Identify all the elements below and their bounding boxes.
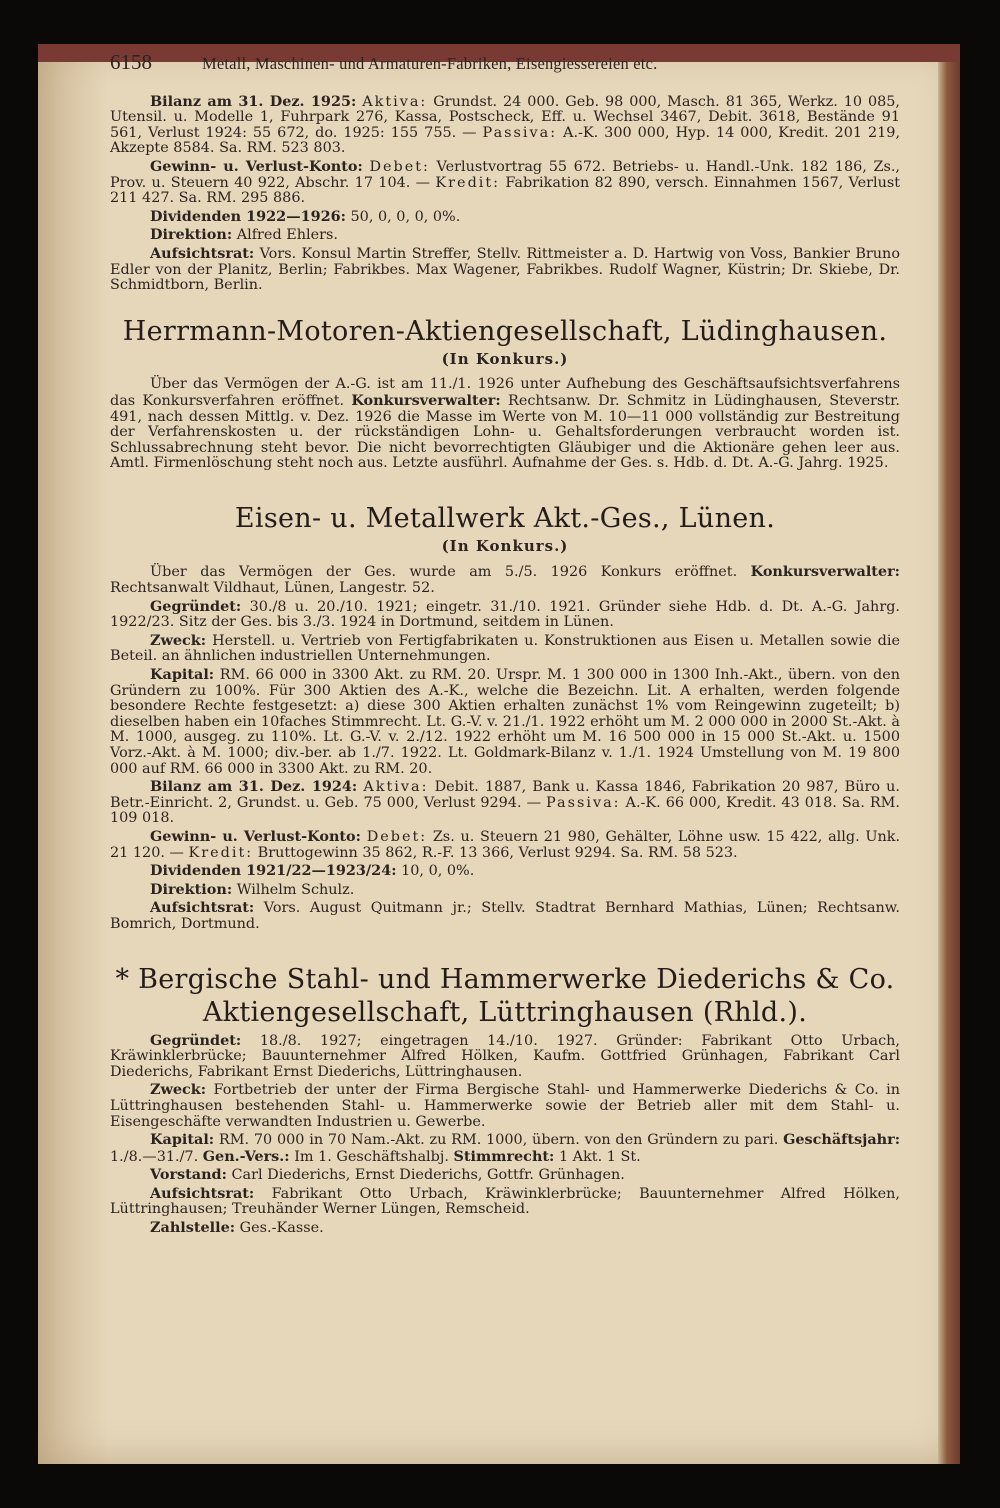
aktiva-label: Aktiva:: [362, 93, 428, 110]
aufsichtsrat-paragraph: [110, 246, 900, 294]
kapital-label: Kapital:: [150, 1131, 215, 1149]
page-header: [110, 50, 900, 74]
bilanz-paragraph: [110, 779, 900, 827]
dividenden-text: 50, 0, 0, 0, 0%.: [350, 208, 461, 225]
kapital-label: Kapital:: [150, 666, 215, 684]
gegruendet-text: 18./8. 1927; eingetragen 14./10. 1927. Gründer: Fabrikant Otto Urbach, Kräwinklerbrücke; Bauunternehmer Alfred Hölken, Kaufm. Gottfried Grünhagen, Fabrikant Carl Diederichs, Fabrikant Ernst Diederichs, Lüttringhausen.: [110, 1032, 900, 1080]
aufsichtsrat-paragraph: [110, 1186, 900, 1218]
geschaeftsjahr-text: 1./8.—31./7.: [110, 1148, 199, 1165]
passiva-label: Passiva:: [482, 124, 558, 141]
gen-vers-label: Gen.-Vers.:: [202, 1147, 290, 1165]
section-title-line-2: Aktiengesellschaft, Lüttringhausen (Rhld.).: [202, 996, 808, 1028]
konkurs-text-b: Rechtsanwalt Vildhaut, Lünen, Langestr. 52.: [110, 580, 435, 597]
debet-label: Debet:: [369, 158, 430, 175]
aufsichtsrat-text: Vors. August Quitmann jr.; Stellv. Stadtrat Bernhard Mathias, Lünen; Rechtsanw. Bomrich, Dortmund.: [110, 900, 900, 932]
zweck-label: Zweck:: [150, 1081, 207, 1099]
section-subtitle: (In Konkurs.): [441, 536, 569, 555]
section-title: Herrmann-Motoren-Aktiengesellschaft, Lüdinghausen.: [122, 315, 888, 347]
stimmrecht-label: Stimmrecht:: [453, 1147, 555, 1165]
aufsichtsrat-label: Aufsichtsrat:: [150, 1184, 255, 1202]
page-number: 6158: [110, 50, 152, 74]
page-content: [110, 50, 901, 1239]
zweck-paragraph: [110, 1082, 900, 1130]
gegruendet-paragraph: [110, 599, 900, 631]
section-title-line-1: * Bergische Stahl- und Hammerwerke Diederichs & Co.: [115, 963, 895, 995]
zahlstelle-label: Zahlstelle:: [150, 1219, 236, 1237]
kredit-label: Kredit:: [188, 844, 254, 861]
direktion-paragraph: [110, 227, 900, 244]
guv-kredit-text: Bruttogewinn 35 862, R.-F. 13 366, Verlust 9294. Sa. RM. 58 523.: [257, 844, 738, 861]
page-right-edge: [938, 62, 960, 1464]
bilanz-passiva-text: A.-K. 66 000, Kredit. 43 018. Sa. RM. 109 018.: [110, 794, 900, 827]
section-title: Eisen- u. Metallwerk Akt.-Ges., Lünen.: [234, 502, 776, 534]
dividenden-paragraph: [110, 209, 900, 226]
zweck-text: Fortbetrieb der unter der Firma Bergische Stahl- und Hammerwerke Diederichs & Co. in Lüttringhausen bestehenden Stahl- u. Hammerwerke sowie der Betrieb aller mit dem Stahl- u. Eisengeschäfte verwandten Industrien u. Gewerbe.: [110, 1082, 900, 1130]
direktion-text: Wilhelm Schulz.: [236, 881, 355, 898]
dividenden-text: 10, 0, 0%.: [401, 863, 475, 880]
konkurs-text-a: Über das Vermögen der A.-G. ist am 11./1. 1926 unter Aufhebung des Geschäftsaufsichtsverfahrens das Konkursverfahren eröffnet.: [110, 376, 900, 409]
konkurs-text-a: Über das Vermögen der Ges. wurde am 5./5. 1926 Konkurs eröffnet.: [150, 564, 738, 581]
passiva-label: Passiva:: [545, 794, 621, 811]
gegruendet-paragraph: [110, 1033, 900, 1081]
zahlstelle-paragraph: [110, 1220, 900, 1237]
zahlstelle-text: Ges.-Kasse.: [239, 1220, 324, 1237]
block-previous-company: [110, 94, 900, 294]
page-binding-shadow: [38, 62, 108, 1464]
guv-label: Gewinn- u. Verlust-Konto:: [150, 157, 363, 175]
aufsichtsrat-text: Fabrikant Otto Urbach, Kräwinklerbrücke; Bauunternehmer Alfred Hölken, Lüttringhausen; Treuhänder Werner Lüngen, Remscheid.: [110, 1185, 900, 1218]
debet-label: Debet:: [366, 828, 428, 845]
section-eisen-metallwerk: [110, 502, 900, 933]
konkursverwalter-label: Konkursverwalter:: [750, 563, 900, 581]
konkursverwalter-label: Konkursverwalter:: [351, 391, 501, 409]
aufsichtsrat-text: Vors. Konsul Martin Streffer, Stellv. Rittmeister a. D. Hartwig von Voss, Bankier Bruno Edler von der Planitz, Berlin; Fabrikbes. Max Wagener, Fabrikbes. Rudolf Wagner, Küstrin; Dr. Skiebe, Dr. Schmidtborn, Berlin.: [110, 245, 900, 294]
aufsichtsrat-paragraph: [110, 900, 900, 932]
section-title: [110, 963, 900, 1029]
bilanz-label: Bilanz am 31. Dez. 1924:: [150, 778, 358, 796]
zweck-paragraph: [110, 633, 900, 665]
bilanz-aktiva-text: Grundst. 24 000. Geb. 98 000, Masch. 81 365, Werkz. 10 085, Utensil. u. Modelle 1, Fuhrpark 276, Kassa, Postscheck, Eff. u. Wechsel 3467, Debit. 3618, Bestände 91 561, Verlust 1924: 55 672, do. 1925: 155 755. —: [110, 93, 900, 141]
kapital-paragraph: [110, 1132, 900, 1165]
bilanz-label: Bilanz am 31. Dez. 1925:: [150, 92, 357, 110]
section-herrmann-motoren: [110, 316, 900, 472]
guv-kredit-text: Fabrikation 82 890, versch. Einnahmen 1567, Verlust 211 427. Sa. RM. 295 886.: [110, 174, 901, 207]
aufsichtsrat-label: Aufsichtsrat:: [150, 899, 255, 917]
gegruendet-label: Gegründet:: [150, 1031, 242, 1049]
bilanz-passiva-text: A.-K. 300 000, Hyp. 14 000, Kredit. 201 219, Akzepte 8584. Sa. RM. 523 803.: [110, 124, 901, 157]
guv-label: Gewinn- u. Verlust-Konto:: [150, 827, 361, 845]
konkurs-text-b: Rechtsanw. Dr. Schmitz in Lüdinghausen, Steverstr. 491, nach dessen Mittlg. v. Dez. 1926 die Masse im Werte von M. 10—11 000 vollständig zur Bestreitung der Verfahrenskosten u. der rückständigen Lohn- u. Gehaltsforderungen verbraucht worden ist. Schlussabrechnung steht bevor. Die nicht bevorrechtigten Gläubiger und die Aktionäre gehen leer aus. Amtl. Firmenlöschung steht noch aus. Letzte ausführl. Aufnahme der Ges. s. Hdb. d. Dt. A.-G. Jahrg. 1925.: [110, 392, 901, 472]
running-title: Metall, Maschinen- und Armaturen-Fabriken, Eisengiessereien etc.: [202, 54, 658, 73]
gegruendet-label: Gegründet:: [150, 597, 242, 615]
dividenden-paragraph: [110, 863, 900, 880]
vorstand-label: Vorstand:: [150, 1166, 227, 1184]
section-bergische-stahl: [110, 963, 900, 1237]
direktion-label: Direktion:: [150, 226, 233, 244]
konkurs-paragraph: [110, 564, 900, 596]
direktion-text: Alfred Ehlers.: [236, 227, 338, 244]
zweck-text: Herstell. u. Vertrieb von Fertigfabrikaten u. Konstruktionen aus Eisen u. Metallen sowie die Beteil. an ähnlichen industriellen Unternehmungen.: [110, 632, 901, 665]
gen-vers-text: Im 1. Geschäftshalbj.: [294, 1148, 449, 1165]
direktion-label: Direktion:: [150, 880, 233, 898]
stimmrecht-text: 1 Akt. 1 St.: [558, 1148, 641, 1165]
vorstand-paragraph: [110, 1167, 900, 1184]
konkurs-paragraph: [110, 377, 900, 472]
aktiva-label: Aktiva:: [363, 779, 429, 796]
aufsichtsrat-label: Aufsichtsrat:: [150, 244, 255, 262]
kapital-paragraph: [110, 667, 900, 777]
section-subtitle: (In Konkurs.): [441, 349, 569, 368]
bilanz-paragraph: [110, 94, 900, 157]
dividenden-label: Dividenden 1922—1926:: [150, 207, 346, 225]
kapital-text: RM. 70 000 in 70 Nam.-Akt. zu RM. 1000, übern. von den Gründern zu pari.: [218, 1132, 779, 1149]
kapital-text: RM. 66 000 in 3300 Akt. zu RM. 20. Urspr. M. 1 300 000 in 1300 Inh.-Akt., übern. von den Gründern zu 100%. Für 300 Aktien des A.-K., welche die Bezeichn. Lit. A erhalten, werden folgende besondere Rechte festgesetzt: a) diese 300 Aktien erhalten zunächst 1% vom Reingewinn zugeteilt; b) dieselben haben ein 10faches Stimmrecht. Lt. G.-V. v. 21./1. 1922 erhöht um M. 2 000 000 in 2000 St.-Akt. à M. 1000, ausgeg. zu 110%. Lt. G.-V. v. 2./12. 1922 erhöht um M. 16 500 000 in 15 000 St.-Akt. u. 1500 Vorz.-Akt. à M. 1000; div.-ber. ab 1./7. 1922. Lt. Goldmark-Bilanz v. 1./1. 1924 Umstellung von M. 19 800 000 auf RM. 66 000 in 3300 Akt. zu RM. 20.: [110, 667, 901, 777]
guv-paragraph: [110, 159, 900, 207]
geschaeftsjahr-label: Geschäftsjahr:: [783, 1131, 901, 1149]
guv-paragraph: [110, 829, 900, 861]
dividenden-label: Dividenden 1921/22—1923/24:: [150, 862, 397, 880]
zweck-label: Zweck:: [150, 631, 207, 649]
vorstand-text: Carl Diederichs, Ernst Diederichs, Gottfr. Grünhagen.: [231, 1167, 625, 1184]
guv-debet-text: Zs. u. Steuern 21 980, Gehälter, Löhne usw. 15 422, allg. Unk. 21 120. —: [110, 828, 901, 861]
bilanz-aktiva-text: Debit. 1887, Bank u. Kassa 1846, Fabrikation 20 987, Büro u. Betr.-Einricht. 2, Grundst. u. Geb. 75 000, Verlust 9294. —: [110, 779, 901, 811]
gegruendet-text: 30./8 u. 20./10. 1921; eingetr. 31./10. 1921. Gründer siehe Hdb. d. Dt. A.-G. Jahrg. 1922/23. Sitz der Ges. bis 3./3. 1924 in Dortmund, seitdem in Lünen.: [110, 598, 900, 631]
guv-debet-text: Verlustvortrag 55 672. Betriebs- u. Handl.-Unk. 182 186, Zs., Prov. u. Steuern 40 922, Abschr. 17 104. —: [110, 158, 900, 191]
kredit-label: Kredit:: [435, 174, 501, 191]
direktion-paragraph: [110, 882, 900, 899]
